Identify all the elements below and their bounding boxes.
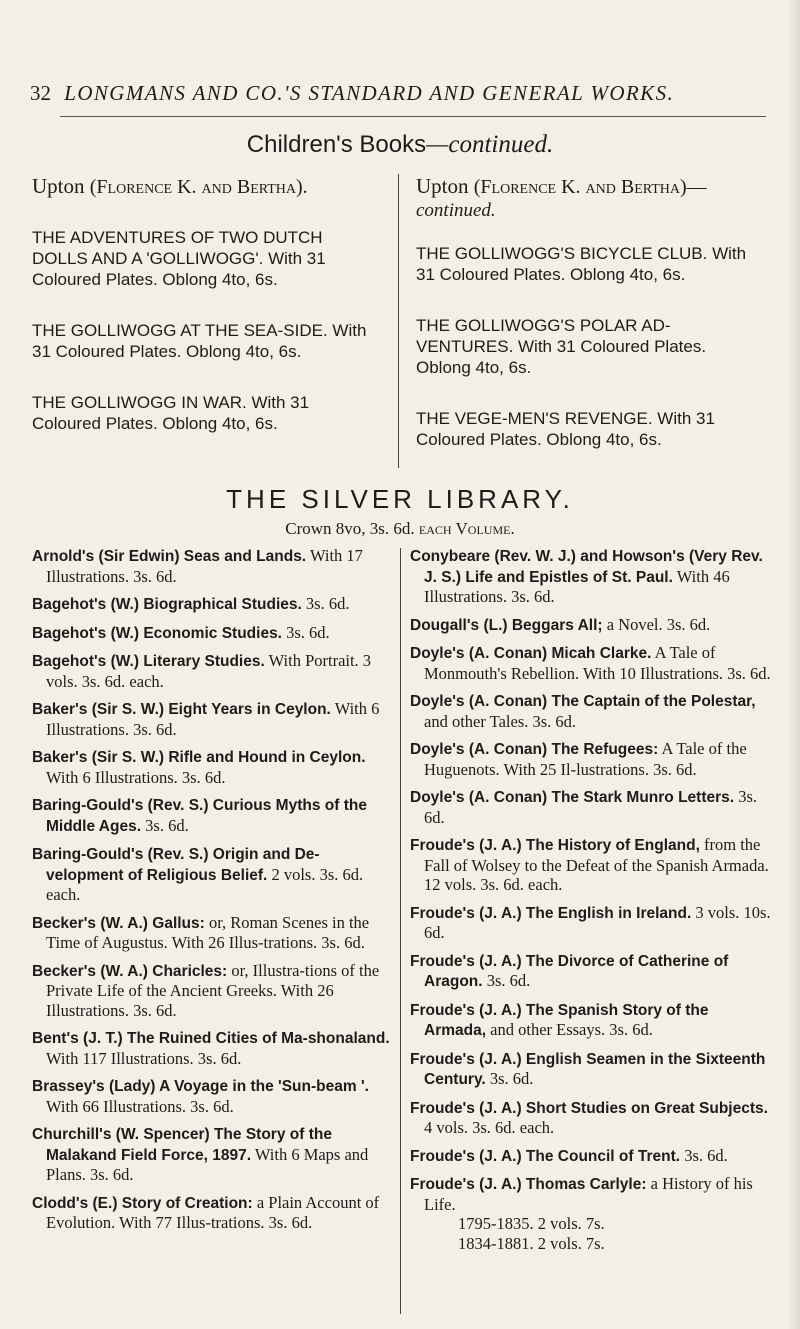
- book-entry: [410, 1000, 772, 1041]
- book-entry: [410, 951, 772, 992]
- book-title: Becker's (W. A.) Gallus:: [32, 914, 205, 932]
- book-entry: [32, 961, 390, 1021]
- book-title: Baker's (Sir S. W.) Eight Years in Ceylon.: [32, 701, 331, 718]
- book-entry: [32, 651, 390, 691]
- book-details: from the Fall of Wolsey to the Defeat of the Spanish Armada. 12 vols. 3s. 6d. each.: [424, 835, 769, 894]
- book-details: 3s. 6d.: [684, 1145, 728, 1165]
- book-entry: THE GOLLIWOGG IN WAR. With 31 Coloured Plates. Oblong 4to, 6s.: [32, 393, 310, 433]
- book-details: With 6 Maps and Plans. 3s. 6d.: [46, 1144, 369, 1184]
- book-title: Churchill's (W. Spencer) The Story of the Malakand Field Force, 1897.: [32, 1126, 332, 1164]
- book-entry: [410, 903, 772, 943]
- book-details: 3s. 6d.: [286, 622, 330, 642]
- book-entry: [410, 1098, 772, 1138]
- book-title: Doyle's (A. Conan) The Captain of the Polestar,: [410, 693, 756, 710]
- book-title: Bagehot's (W.) Biographical Studies.: [32, 596, 302, 613]
- book-entry: [32, 1193, 390, 1233]
- book-entry: [32, 699, 390, 739]
- book-entry: [32, 1076, 390, 1116]
- book-details: 3s. 6d.: [486, 971, 531, 990]
- upton-left-entries: [32, 227, 378, 434]
- book-title: Bagehot's (W.) Literary Studies.: [32, 653, 265, 670]
- book-details: and other Essays. 3s. 6d.: [490, 1020, 653, 1039]
- book-title: Froude's (J. A.) Thomas Carlyle:: [410, 1176, 647, 1193]
- author-heading: Upton (Florence K. and Bertha).: [32, 174, 308, 198]
- upton-right-entries: [416, 243, 762, 450]
- book-entry: [410, 739, 772, 779]
- book-entry: [410, 787, 772, 827]
- book-entry: [410, 1174, 772, 1253]
- silver-right-column: [410, 546, 772, 1261]
- book-title: Bent's (J. T.) The Ruined Cities of Ma-shonaland.: [32, 1030, 390, 1047]
- book-entry: [32, 747, 390, 787]
- section-title: Children's Books—continued.: [246, 131, 554, 158]
- book-details: or, Roman Scenes in the Time of Augustus. With 26 Illus-trations. 3s. 6d.: [46, 912, 370, 952]
- section-continued: —continued.: [426, 131, 554, 158]
- book-entry: [410, 643, 772, 683]
- book-entry: [410, 1049, 772, 1090]
- silver-library-subtitle: Crown 8vo, 3s. 6d. each Volume.: [285, 519, 515, 538]
- book-details: A Tale of the Huguenots. With 25 Il-lustrations. 3s. 6d.: [424, 739, 747, 779]
- book-entry: THE GOLLIWOGG AT THE SEA-SIDE. With 31 Coloured Plates. Oblong 4to, 6s.: [32, 321, 367, 361]
- book-entry: [410, 615, 772, 636]
- book-entry: [410, 691, 772, 731]
- book-details: 3s. 6d.: [424, 787, 757, 827]
- book-title: Baker's (Sir S. W.) Rifle and Hound in Ceylon.: [32, 749, 366, 766]
- book-details: 4 vols. 3s. 6d. each.: [424, 1118, 555, 1137]
- book-entry: [410, 1146, 772, 1167]
- author-heading: Upton (Florence K. and Bertha)— continued.: [416, 174, 762, 223]
- book-details: a History of his Life.: [424, 1174, 753, 1214]
- book-title: Froude's (J. A.) The English in Ireland.: [410, 904, 692, 922]
- book-details: With 66 Illustrations. 3s. 6d.: [46, 1096, 234, 1116]
- book-details: With Portrait. 3 vols. 3s. 6d. each.: [46, 651, 372, 691]
- book-title: Froude's (J. A.) Short Studies on Great Subjects.: [410, 1099, 768, 1117]
- column-divider: [398, 174, 399, 468]
- book-entry: [32, 1124, 390, 1185]
- book-title: Arnold's (Sir Edwin) Seas and Lands.: [32, 548, 307, 565]
- book-title: Froude's (J. A.) The History of England,: [410, 837, 700, 854]
- book-entry: [32, 623, 390, 644]
- book-entry: THE ADVENTURES OF TWO DUTCH DOLLS AND A 'GOLLIWOGG'. With 31 Coloured Plates. Oblong 4to, 6s.: [32, 228, 326, 289]
- book-details: 2 vols. 3s. 6d. each.: [46, 864, 364, 904]
- upton-left-column: [32, 174, 378, 464]
- book-details: 3s. 6d.: [145, 815, 189, 835]
- book-title: Bagehot's (W.) Economic Studies.: [32, 624, 282, 642]
- page-number: 32: [30, 81, 51, 105]
- book-entry: [32, 546, 390, 586]
- book-title: Becker's (W. A.) Charicles:: [32, 962, 228, 980]
- book-entry: [32, 913, 390, 953]
- book-title: Froude's (J. A.) English Seamen in the Sixteenth Century.: [410, 1050, 766, 1088]
- book-details: a Plain Account of Evolution. With 77 Illus-trations. 3s. 6d.: [46, 1192, 380, 1232]
- book-title: Froude's (J. A.) The Spanish Story of the Armada,: [410, 1001, 709, 1039]
- book-title: Baring-Gould's (Rev. S.) Origin and De-velopment of Religious Belief.: [32, 846, 320, 884]
- book-entry: [410, 835, 772, 895]
- continued-note: continued.: [416, 200, 496, 221]
- book-entry: THE GOLLIWOGG'S POLAR AD-VENTURES. With 31 Coloured Plates. Oblong 4to, 6s.: [416, 316, 707, 377]
- book-details: With 6 Illustrations. 3s. 6d.: [46, 699, 380, 739]
- book-details: a Novel. 3s. 6d.: [606, 614, 711, 634]
- book-entry: THE GOLLIWOGG'S BICYCLE CLUB. With 31 Coloured Plates. Oblong 4to, 6s.: [416, 244, 747, 284]
- book-title: Froude's (J. A.) The Divorce of Catherine of Aragon.: [410, 952, 729, 990]
- book-title: Froude's (J. A.) The Council of Trent.: [410, 1147, 681, 1165]
- book-details: 3s. 6d.: [305, 594, 350, 613]
- book-details: With 17 Illustrations. 3s. 6d.: [46, 546, 363, 586]
- volume-line: 1834-1881. 2 vols. 7s.: [458, 1233, 605, 1253]
- book-title: Conybeare (Rev. W. J.) and Howson's (Very Rev. J. S.) Life and Epistles of St. Paul.: [410, 548, 763, 586]
- book-title: Doyle's (A. Conan) Micah Clarke.: [410, 645, 652, 662]
- silver-left-column: [32, 546, 390, 1241]
- book-entry: [410, 546, 772, 607]
- upton-right-column: [416, 174, 762, 480]
- book-title: Brassey's (Lady) A Voyage in the 'Sun-beam '.: [32, 1078, 369, 1095]
- book-details: 3s. 6d.: [489, 1069, 534, 1088]
- page-edge-shadow: [788, 0, 800, 1329]
- book-title: Baring-Gould's (Rev. S.) Curious Myths of the Middle Ages.: [32, 797, 367, 835]
- book-entry: [32, 844, 390, 905]
- book-details: With 117 Illustrations. 3s. 6d.: [46, 1048, 242, 1068]
- book-entry: [32, 594, 390, 615]
- running-head: [30, 80, 770, 106]
- book-details: A Tale of Monmouth's Rebellion. With 10 Illustrations. 3s. 6d.: [424, 643, 771, 683]
- book-details: 3 vols. 10s. 6d.: [424, 902, 771, 942]
- book-title: Doyle's (A. Conan) The Stark Munro Letters.: [410, 789, 735, 806]
- book-details: With 46 Illustrations. 3s. 6d.: [424, 566, 730, 606]
- book-details: and other Tales. 3s. 6d.: [424, 711, 577, 731]
- book-entry: THE VEGE-MEN'S REVENGE. With 31 Coloured Plates. Oblong 4to, 6s.: [416, 409, 715, 449]
- running-title: LONGMANS AND CO.'S STANDARD AND GENERAL WORKS.: [64, 81, 675, 105]
- book-details: or, Illustra-tions of the Private Life of the Ancient Greeks. With 26 Illustrations. 3s. 6d.: [46, 960, 380, 1020]
- book-entry: [32, 1028, 390, 1068]
- book-title: Dougall's (L.) Beggars All;: [410, 616, 603, 634]
- silver-library-title: THE SILVER LIBRARY.: [226, 484, 574, 514]
- book-entry: [32, 795, 390, 836]
- header-rule: [60, 116, 766, 117]
- book-title: Clodd's (E.) Story of Creation:: [32, 1194, 253, 1212]
- volume-line: 1795-1835. 2 vols. 7s.: [458, 1214, 605, 1233]
- book-title: Doyle's (A. Conan) The Refugees:: [410, 741, 659, 758]
- column-divider: [400, 548, 401, 1314]
- book-details: With 6 Illustrations. 3s. 6d.: [46, 767, 226, 787]
